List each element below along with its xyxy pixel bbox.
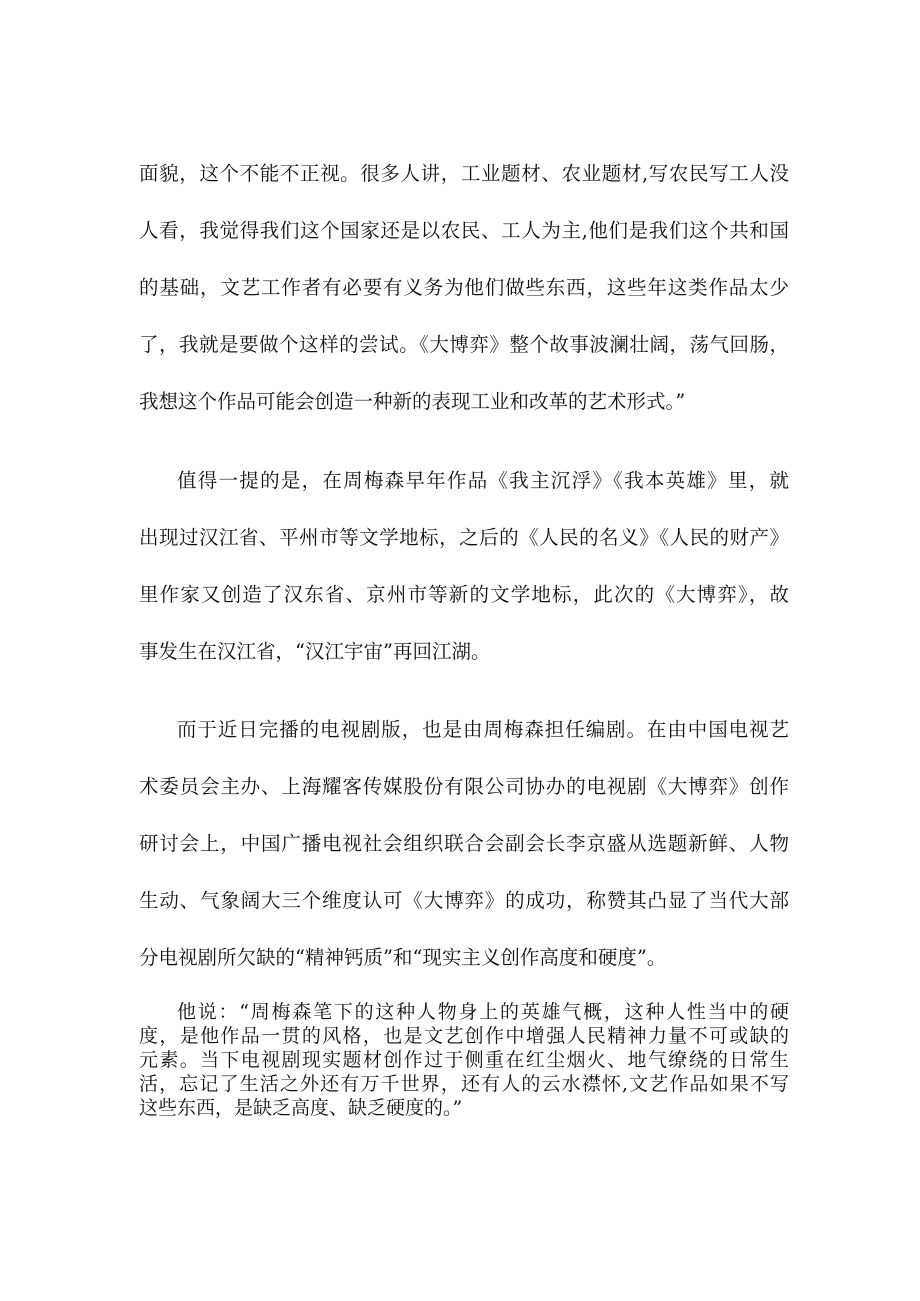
text-line: 面貌，这个不能不正视。很多人讲，工业题材、农业题材,写农民写工人没 — [139, 162, 789, 185]
text-line: 我想这个作品可能会创造一种新的表现工业和改革的艺术形式。” — [139, 390, 686, 413]
text-line: 里作家又创造了汉东省、京州市等新的文学地标，此次的《大博弈》，故 — [139, 583, 789, 606]
text-line: 而于近日完播的电视剧版，也是由周梅森担任编剧。在由中国电视艺 — [177, 718, 789, 741]
text-line: 生动、气象阔大三个维度认可《大博弈》的成功，称赞其凸显了当代大部 — [139, 889, 789, 912]
text-line: 分电视剧所欠缺的“精神钙质”和“现实主义创作高度和硬度”。 — [139, 946, 667, 969]
text-line: 术委员会主办、上海耀客传媒股份有限公司协办的电视剧《大博弈》创作 — [139, 775, 789, 798]
text-line: 了，我就是要做个这样的尝试。《大博弈》整个故事波澜壮阔，荡气回肠， — [139, 333, 789, 356]
text-line: 人看，我觉得我们这个国家还是以农民、工人为主,他们是我们这个共和国 — [139, 219, 789, 242]
text-line: 他说：“周梅森笔下的这种人物身上的英雄气概，这种人性当中的硬 — [177, 1001, 789, 1023]
text-line: 值得一提的是，在周梅森早年作品《我主沉浮》《我本英雄》里，就 — [177, 469, 789, 492]
text-line: 元素。当下电视剧现实题材创作过于侧重在红尘烟火、地气缭绕的日常生 — [139, 1049, 789, 1071]
text-line: 研讨会上，中国广播电视社会组织联合会副会长李京盛从选题新鲜、人物 — [139, 832, 789, 855]
text-line: 事发生在汉江省，“汉江宇宙”再回江湖。 — [139, 640, 491, 663]
text-line: 这些东西，是缺乏高度、缺乏硬度的。” — [139, 1097, 463, 1119]
text-line: 的基础，文艺工作者有必要有义务为他们做些东西，这些年这类作品太少 — [139, 276, 789, 299]
text-line: 出现过汉江省、平州市等文学地标，之后的《人民的名义》《人民的财产》 — [139, 526, 789, 549]
text-line: 活，忘记了生活之外还有万千世界，还有人的云水襟怀,文艺作品如果不写 — [139, 1073, 789, 1095]
text-line: 度，是他作品一贯的风格，也是文艺创作中增强人民精神力量不可或缺的 — [139, 1025, 789, 1047]
